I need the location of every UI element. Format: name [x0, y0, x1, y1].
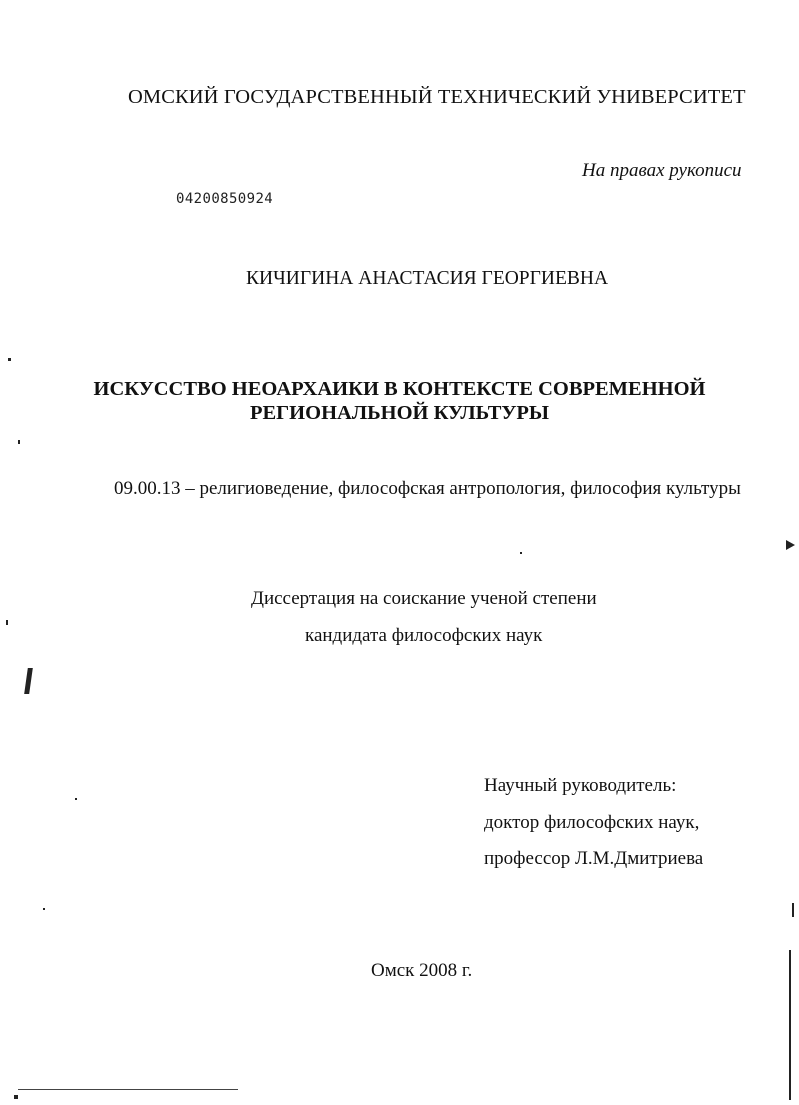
scan-dot	[43, 908, 45, 910]
supervisor-name: профессор Л.М.Дмитриева	[484, 848, 704, 869]
supervisor-degree: доктор философских наук,	[484, 812, 700, 833]
stamp-number: 04200850924	[176, 191, 274, 207]
scan-dot	[8, 358, 11, 361]
specialty-code: 09.00.13 – религиоведение, философская антропология, философия культуры	[114, 478, 741, 499]
scan-mark-right-edge	[789, 950, 791, 1100]
scan-dot	[520, 552, 522, 554]
scan-mark-right-arrow	[786, 540, 795, 550]
degree-line-1: Диссертация на соискание ученой степени	[251, 588, 597, 609]
author-name: КИЧИГИНА АНАСТАСИЯ ГЕОРГИЕВНА	[246, 268, 609, 289]
city-year: Омск 2008 г.	[371, 960, 473, 981]
rights-note: На правах рукописи	[582, 160, 742, 181]
dissertation-title-line-2: РЕГИОНАЛЬНОЙ КУЛЬТУРЫ	[249, 402, 550, 424]
degree-line-2: кандидата философских наук	[305, 625, 543, 646]
dissertation-title-line-1: ИСКУССТВО НЕОАРХАИКИ В КОНТЕКСТЕ СОВРЕМЕННОЙ	[93, 378, 706, 400]
university-name: ОМСКИЙ ГОСУДАРСТВЕННЫЙ ТЕХНИЧЕСКИЙ УНИВЕРСИТЕТ	[128, 86, 746, 108]
scan-mark-bottom-line	[18, 1089, 238, 1090]
scan-dot	[792, 903, 794, 917]
scan-dot	[18, 440, 20, 444]
scan-dot	[6, 620, 8, 625]
scan-mark-left	[24, 668, 33, 694]
scan-dot	[75, 798, 77, 800]
scan-dot	[14, 1095, 18, 1099]
supervisor-label: Научный руководитель:	[484, 775, 677, 796]
